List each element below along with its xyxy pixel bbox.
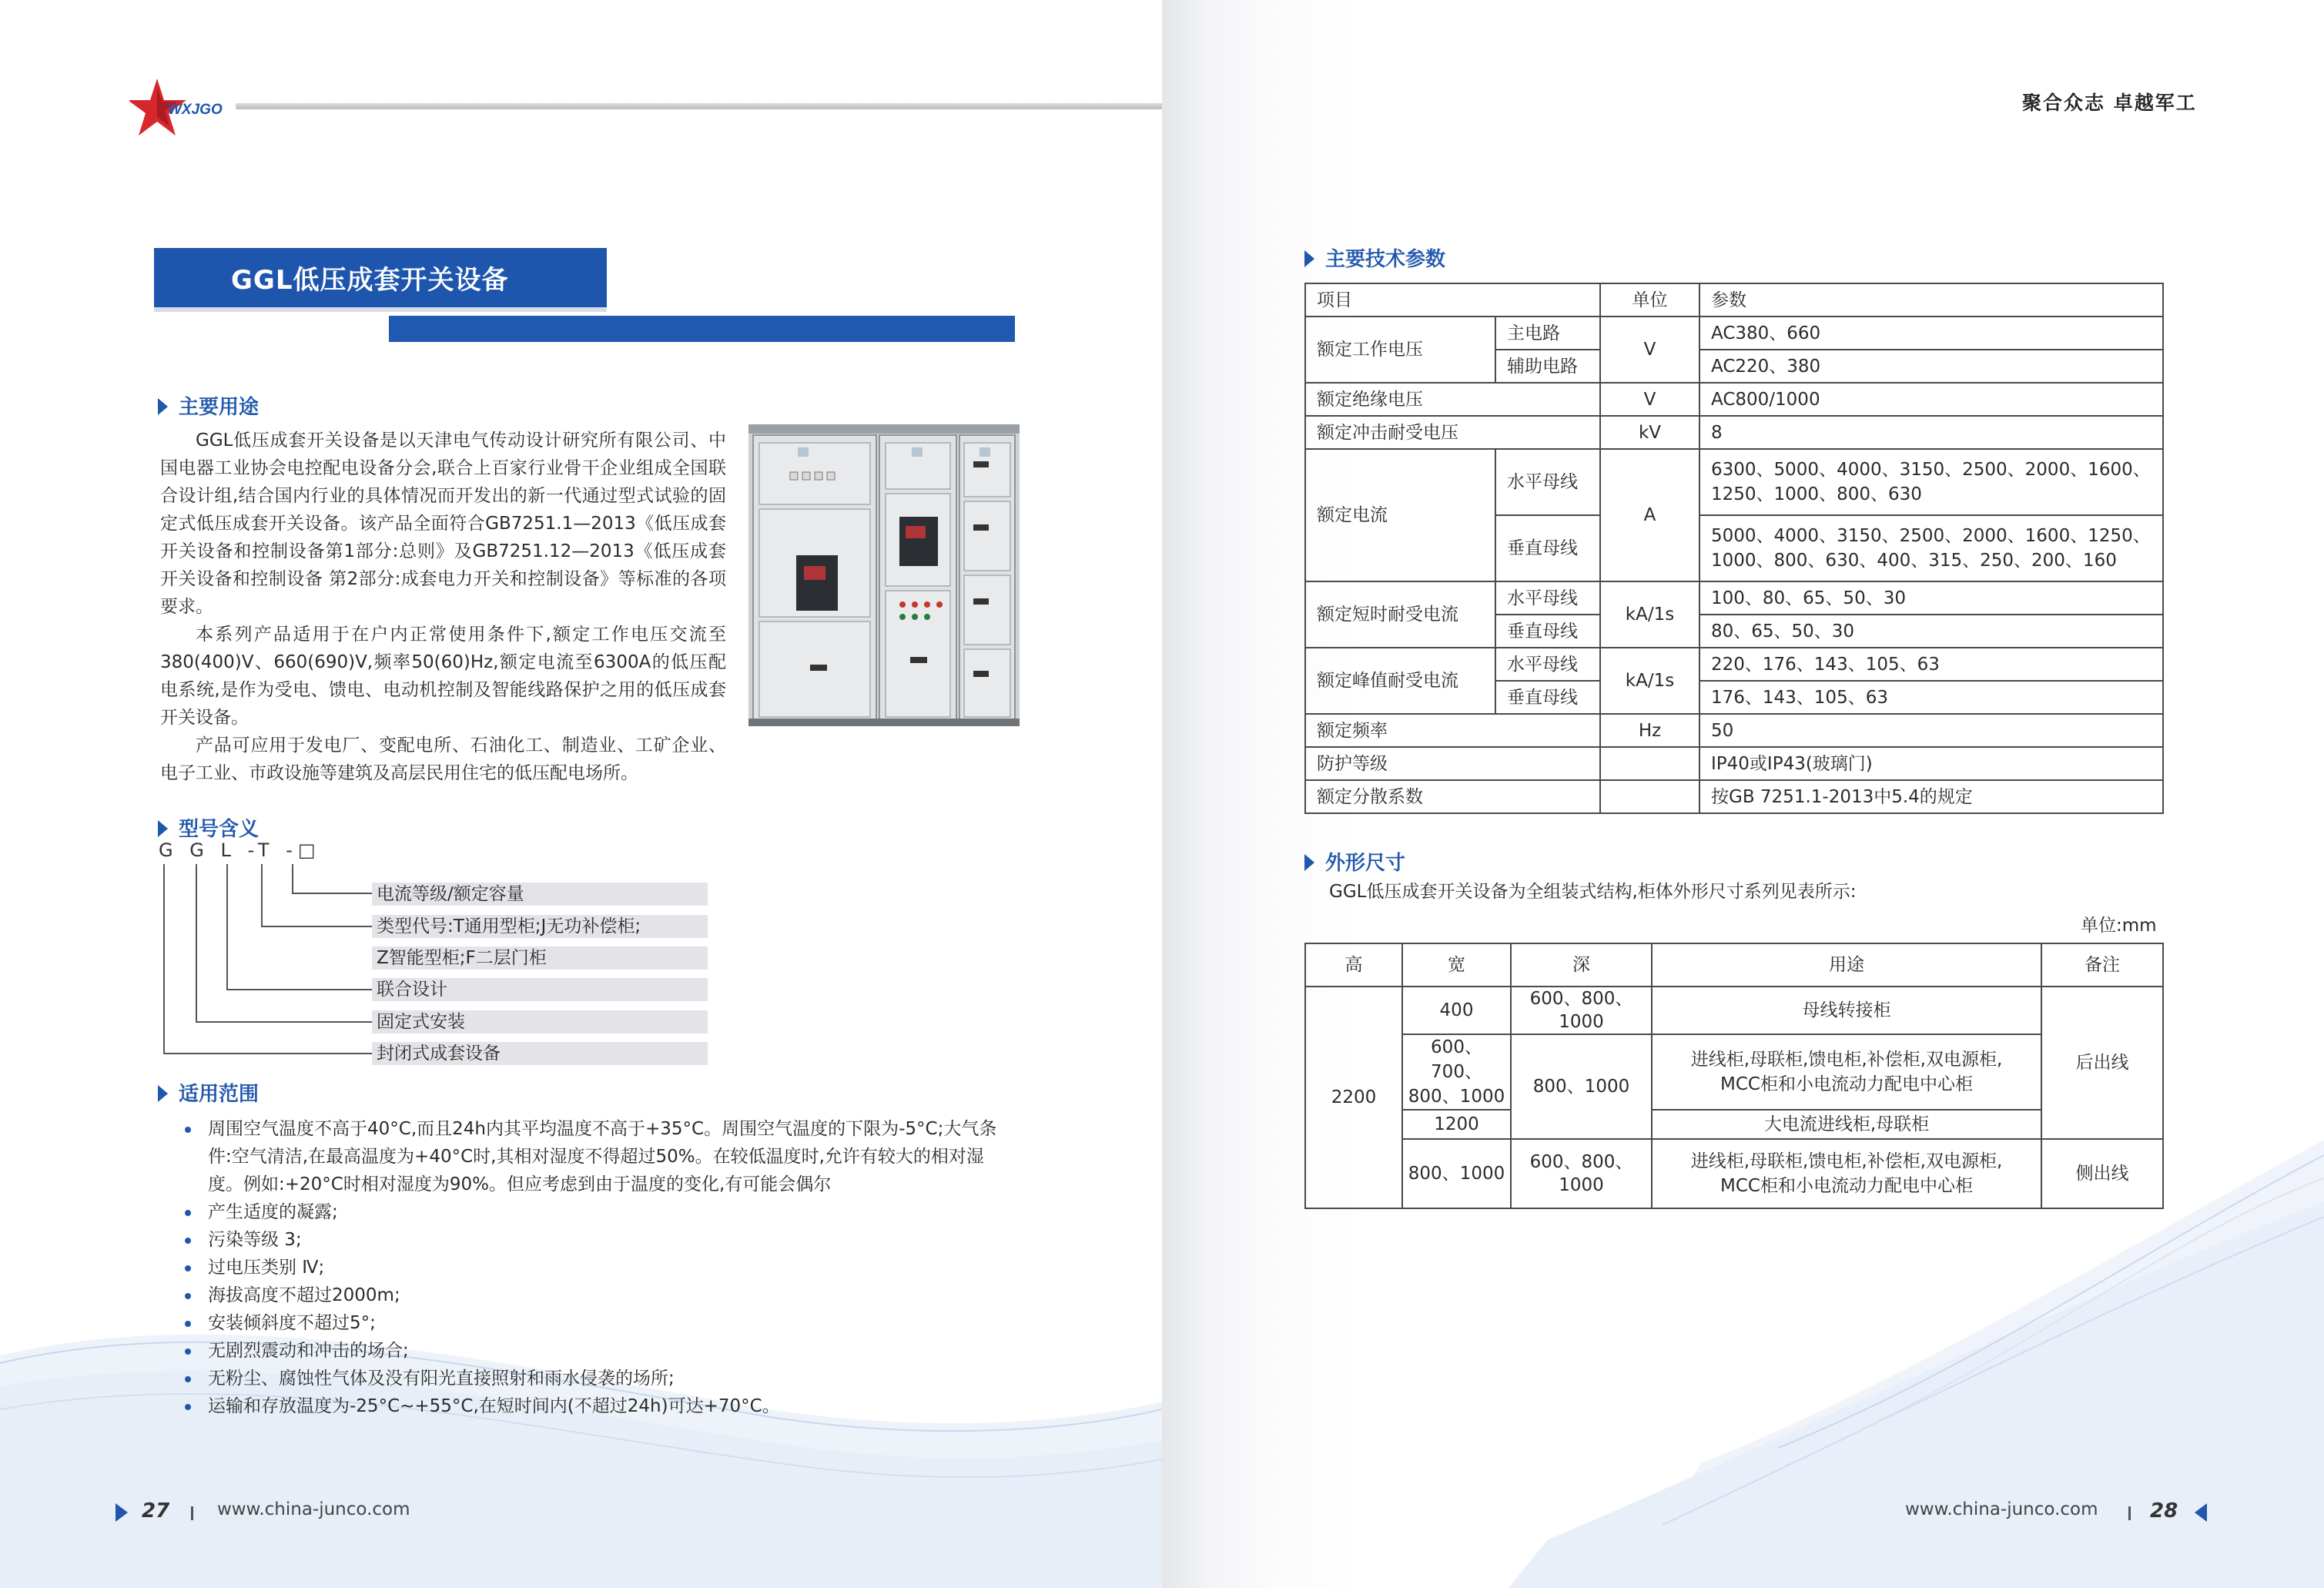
table-cell: 800、1000 — [1511, 1034, 1652, 1139]
table-row — [1305, 987, 2163, 1034]
table-cell: 额定频率 — [1305, 714, 1600, 747]
table-cell: 额定短时耐受电流 — [1305, 581, 1495, 648]
table-cell: kA/1s — [1600, 648, 1699, 714]
model-item: 固定式安装 — [372, 1010, 708, 1034]
table-header-cell: 深 — [1511, 943, 1652, 987]
table-row — [1305, 648, 2163, 681]
table-cell — [1600, 747, 1699, 780]
title-underbar — [389, 316, 1015, 342]
table-cell: AC220、380 — [1699, 350, 2163, 383]
model-item: 类型代号:T通用型柜;J无功补偿柜; — [372, 915, 708, 938]
table-row — [1305, 1139, 2163, 1208]
cell-line: MCC柜和小电流动力配电中心柜 — [1720, 1176, 1973, 1196]
cell-line: 800、1000 — [1408, 1087, 1505, 1107]
table-cell: 垂直母线 — [1495, 615, 1600, 648]
table-cell: 水平母线 — [1495, 449, 1600, 515]
cell-line: 进线柜,母联柜,馈电柜,补偿柜,双电源柜, — [1690, 1050, 2003, 1070]
model-heading: 型号含义 — [158, 813, 259, 842]
page-number: 27 — [142, 1499, 170, 1523]
cell-line: 进线柜,母联柜,馈电柜,补偿柜,双电源柜, — [1690, 1151, 2003, 1171]
table-cell: kV — [1600, 416, 1699, 449]
cell-line: 6300、5000、4000、3150、2500、2000、1600、 — [1711, 460, 2151, 480]
header-slogan: 聚合众志 卓越军工 — [2022, 92, 2197, 114]
table-cell: 大电流进线柜,母联柜 — [1652, 1110, 2041, 1139]
usage-paragraph: 产品可应用于发电厂、变配电所、石油化工、制造业、工矿企业、电子工业、市政设施等建筑及高层民用住宅的低压配电场所。 — [160, 735, 726, 783]
table-cell: A — [1600, 449, 1699, 581]
table-cell: 176、143、105、63 — [1699, 681, 2163, 714]
table-header-cell: 高 — [1305, 943, 1402, 987]
table-row — [1305, 747, 2163, 780]
table-row — [1305, 416, 2163, 449]
table-cell: 垂直母线 — [1495, 681, 1600, 714]
table-cell — [1600, 780, 1699, 813]
usage-paragraph: 本系列产品适用于在户内正常使用条件下,额定工作电压交流至380(400)V、660(690)V,频率50(60)Hz,额定电流至6300A的低压配电系统,是作为受电、馈电、电动机控制及智能线路保护之用的低压成套开关设备。 — [160, 625, 726, 728]
header-rule — [236, 103, 1162, 109]
table-row — [1305, 317, 2163, 350]
table-row — [1305, 383, 2163, 416]
table-cell: 2200 — [1305, 987, 1402, 1208]
table-header-cell: 项目 — [1305, 283, 1600, 317]
page-title: GGL低压成套开关设备 — [231, 265, 509, 296]
table-row — [1305, 714, 2163, 747]
table-cell: 100、80、65、50、30 — [1699, 581, 2163, 615]
table-row — [1305, 943, 2163, 987]
table-cell: 220、176、143、105、63 — [1699, 648, 2163, 681]
cell-line: 5000、4000、3150、2500、2000、1600、1250、 — [1711, 526, 2151, 546]
table-cell: 按GB 7251.1-2013中5.4的规定 — [1699, 780, 2163, 813]
table-header-cell: 参数 — [1699, 283, 2163, 317]
list-item: 过电压类别 Ⅳ; — [185, 1254, 1016, 1281]
page-number: 28 — [2150, 1499, 2178, 1523]
usage-text — [160, 427, 726, 787]
table-cell: 额定电流 — [1305, 449, 1495, 581]
table-cell: 主电路 — [1495, 317, 1600, 350]
table-row — [1305, 1110, 2163, 1139]
table-header-cell: 备注 — [2041, 943, 2163, 987]
tech-heading: 主要技术参数 — [1304, 243, 1445, 272]
footer-separator — [191, 1506, 193, 1520]
table-row — [1305, 780, 2163, 813]
list-item: 海拔高度不超过2000m; — [185, 1281, 1016, 1309]
table-header-cell: 单位 — [1600, 283, 1699, 317]
cell-line: 600、700、 — [1431, 1037, 1482, 1082]
table-cell: 8 — [1699, 416, 2163, 449]
table-cell: AC800/1000 — [1699, 383, 2163, 416]
table-cell: 额定冲击耐受电压 — [1305, 416, 1600, 449]
section-arrow-icon — [158, 1085, 168, 1102]
footer-arrow-icon — [2195, 1503, 2207, 1522]
scope-list — [185, 1115, 1016, 1420]
table-cell: 1200 — [1402, 1110, 1511, 1139]
footer-separator — [2128, 1506, 2131, 1520]
list-item: 运输和存放温度为-25°C~+55°C,在短时间内(不超过24h)可达+70°C。 — [185, 1392, 1016, 1420]
dims-unit: 单位:mm — [2081, 916, 2157, 936]
cell-line: MCC柜和小电流动力配电中心柜 — [1720, 1074, 1973, 1094]
table-cell: V — [1600, 317, 1699, 383]
company-logo — [129, 77, 229, 139]
table-cell: AC380、660 — [1699, 317, 2163, 350]
list-item: 无剧烈震动和冲击的场合; — [185, 1337, 1016, 1365]
table-cell: 600、800、1000 — [1511, 1139, 1652, 1208]
model-item: 电流等级/额定容量 — [372, 883, 708, 906]
section-arrow-icon — [158, 398, 168, 415]
table-cell: 额定绝缘电压 — [1305, 383, 1600, 416]
table-cell: 额定分散系数 — [1305, 780, 1600, 813]
table-cell: 600、800、1000 — [1511, 987, 1652, 1034]
table-cell: IP40或IP43(玻璃门) — [1699, 747, 2163, 780]
table-cell: 80、65、50、30 — [1699, 615, 2163, 648]
list-item: 周围空气温度不高于40°C,而且24h内其平均温度不高于+35°C。周围空气温度的下限为-5°C;大气条件:空气清洁,在最高温度为+40°C时,其相对湿度不得超过50%。在较低温度时,允许有较大的相对湿度。例如:+20°C时相对湿度为90%。但应考虑到由于温度的变化,有可能会偶尔 — [185, 1115, 1016, 1198]
footer-url: www.china-junco.com — [1905, 1499, 2098, 1519]
footer-arrow-icon — [116, 1503, 128, 1522]
table-cell: 防护等级 — [1305, 747, 1600, 780]
list-item: 无粉尘、腐蚀性气体及没有阳光直接照射和雨水侵袭的场所; — [185, 1365, 1016, 1392]
model-item: Z智能型柜;F二层门柜 — [372, 946, 708, 970]
section-arrow-icon — [1304, 250, 1314, 267]
list-item: 产生适度的凝露; — [185, 1198, 1016, 1226]
table-cell — [1699, 515, 2163, 581]
table-cell: 800、1000 — [1402, 1139, 1511, 1208]
table-row — [1305, 283, 2163, 317]
table-cell: 辅助电路 — [1495, 350, 1600, 383]
table-cell: kA/1s — [1600, 581, 1699, 648]
table-row — [1305, 1034, 2163, 1110]
table-cell: 水平母线 — [1495, 581, 1600, 615]
section-arrow-icon — [1304, 854, 1314, 871]
usage-heading: 主要用途 — [158, 391, 259, 420]
section-arrow-icon — [158, 820, 168, 837]
table-cell: V — [1600, 383, 1699, 416]
list-item: 安装倾斜度不超过5°; — [185, 1309, 1016, 1337]
cell-line: 1250、1000、800、630 — [1711, 484, 1922, 504]
table-header-cell: 用途 — [1652, 943, 2041, 987]
list-item: 污染等级 3; — [185, 1226, 1016, 1254]
table-cell: 水平母线 — [1495, 648, 1600, 681]
table-row — [1305, 449, 2163, 515]
dims-intro: GGL低压成套开关设备为全组装式结构,柜体外形尺寸系列见表所示: — [1329, 882, 1857, 902]
table-cell — [1652, 1139, 2041, 1208]
model-item: 封闭式成套设备 — [372, 1042, 708, 1065]
model-item: 联合设计 — [372, 978, 708, 1001]
table-cell: 垂直母线 — [1495, 515, 1600, 581]
scope-heading: 适用范围 — [158, 1078, 259, 1107]
table-cell: 额定峰值耐受电流 — [1305, 648, 1495, 714]
table-cell: 侧出线 — [2041, 1139, 2163, 1208]
table-cell: 母线转接柜 — [1652, 987, 2041, 1034]
table-cell — [1402, 1034, 1511, 1110]
table-header-cell: 宽 — [1402, 943, 1511, 987]
table-cell: 400 — [1402, 987, 1511, 1034]
logo-text: WXJGO — [168, 102, 223, 118]
table-row — [1305, 581, 2163, 615]
table-cell: 额定工作电压 — [1305, 317, 1495, 383]
footer-url: www.china-junco.com — [217, 1499, 410, 1519]
table-cell: 50 — [1699, 714, 2163, 747]
cabinet-photo — [748, 424, 1020, 726]
table-cell — [1652, 1034, 2041, 1110]
dims-heading: 外形尺寸 — [1304, 847, 1405, 876]
table-cell: 后出线 — [2041, 987, 2163, 1139]
table-cell: Hz — [1600, 714, 1699, 747]
model-code: G G L -T -□ — [159, 839, 321, 861]
cell-line: 1000、800、630、400、315、250、200、160 — [1711, 551, 2117, 571]
table-cell — [1699, 449, 2163, 515]
tech-params-table — [1304, 283, 2164, 814]
usage-paragraph: GGL低压成套开关设备是以天津电气传动设计研究所有限公司、中国电器工业协会电控配电设备分会,联合上百家行业骨干企业组成全国联合设计组,结合国内行业的具体情况而开发出的新一代通过型式试验的固定式低压成套开关设备。该产品全面符合GB7251.1—2013《低压成套开关设备和控制设备第1部分:总则》及GB7251.12—2013《低压成套开关设备和控制设备 第2部分:成套电力开关和控制设备》等标准的各项要求。 — [160, 431, 726, 617]
dimensions-table — [1304, 943, 2164, 1209]
